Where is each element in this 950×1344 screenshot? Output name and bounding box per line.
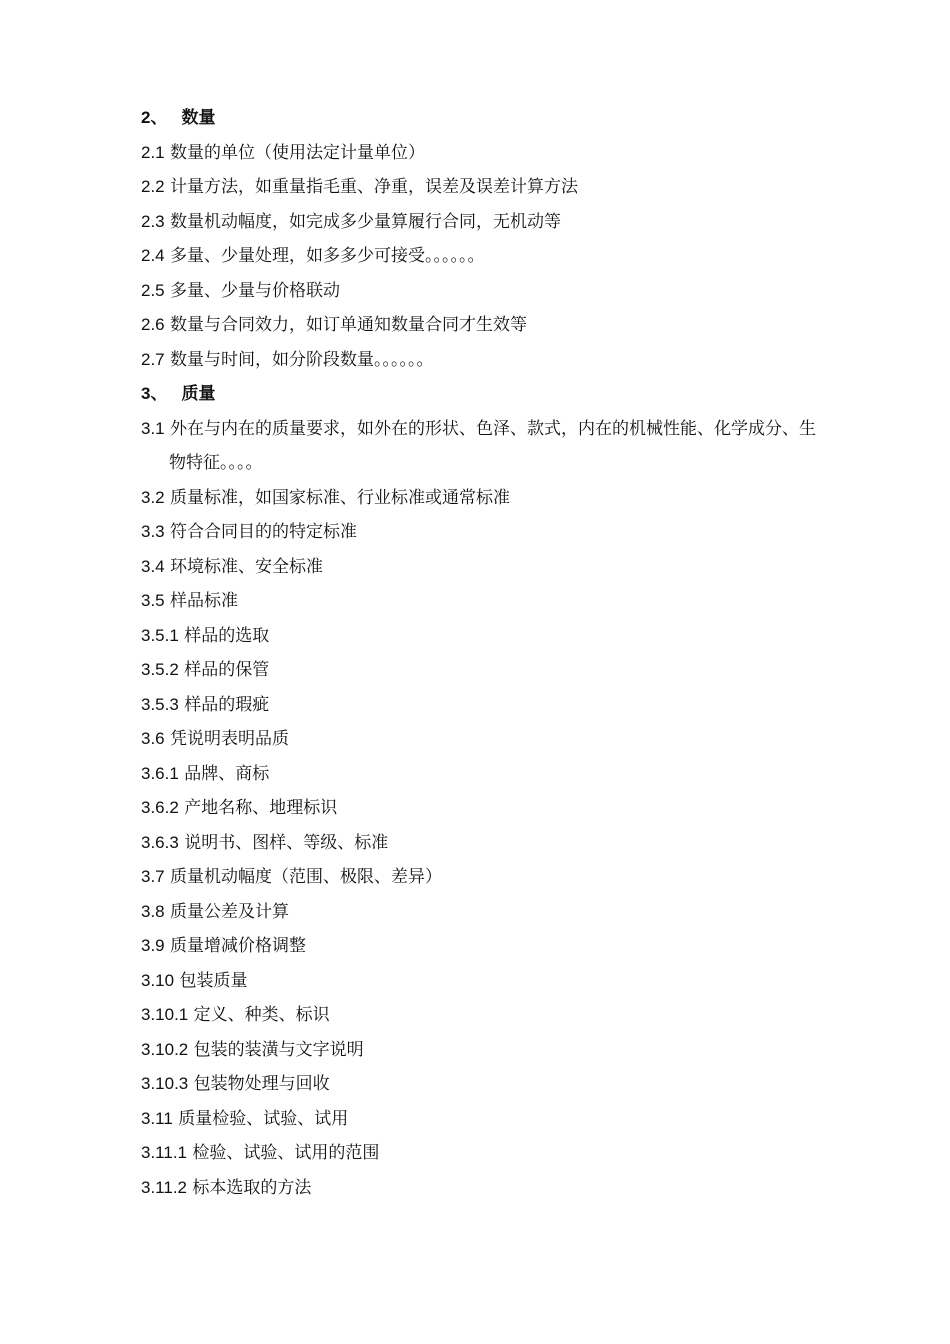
item-text: 数量的单位（使用法定计量单位） <box>170 142 426 163</box>
item-text: 数量与合同效力，如订单通知数量合同才生效等 <box>170 315 528 335</box>
list-item <box>141 170 821 205</box>
item-text: 数量与时间，如分阶段数量。。。。。。 <box>170 349 434 370</box>
item-text: 样品标准 <box>170 591 239 611</box>
item-text: 质量增减价格调整 <box>170 936 307 956</box>
item-number: 2.7 <box>141 349 165 369</box>
list-item <box>141 1171 821 1206</box>
heading-text: 质量 <box>181 384 216 404</box>
list-item <box>141 584 821 619</box>
list-item <box>141 412 821 481</box>
item-number: 3.8 <box>141 901 165 921</box>
item-text: 质量标准，如国家标准、行业标准或通常标准 <box>170 487 511 508</box>
item-number: 3.11.1 <box>141 1143 188 1162</box>
item-number: 3.6.3 <box>141 832 179 852</box>
list-item <box>141 619 821 654</box>
item-number: 3.4 <box>141 556 165 576</box>
item-text: 品牌、商标 <box>184 763 270 784</box>
list-item <box>141 136 821 171</box>
list-item <box>141 1033 821 1068</box>
list-item <box>141 1067 821 1102</box>
item-text: 包装的装潢与文字说明 <box>193 1039 364 1060</box>
item-text: 检验、试验、试用的范围 <box>192 1143 380 1163</box>
list-item <box>141 722 821 757</box>
item-text: 质量机动幅度（范围、极限、差异） <box>170 867 443 887</box>
item-number: 3.11 <box>141 1108 173 1128</box>
item-number: 3.1 <box>141 418 165 438</box>
item-text: 样品的保管 <box>184 660 270 680</box>
list-item <box>141 757 821 792</box>
list-item <box>141 239 821 274</box>
list-item <box>141 481 821 516</box>
item-number: 3.6.1 <box>141 763 179 783</box>
item-text: 样品的瑕疵 <box>184 694 270 715</box>
list-item <box>141 205 821 240</box>
item-number: 3.5.3 <box>141 694 179 714</box>
item-number: 3.6.2 <box>141 798 179 817</box>
item-text: 标本选取的方法 <box>192 1177 312 1198</box>
list-item <box>141 1102 821 1137</box>
item-number: 2.2 <box>141 177 165 196</box>
list-item <box>141 895 821 930</box>
list-item <box>141 826 821 861</box>
item-number: 3.11.2 <box>141 1177 188 1197</box>
section-heading-quality <box>141 377 821 412</box>
item-number: 2.1 <box>141 142 165 162</box>
item-number: 3.6 <box>141 729 165 748</box>
item-number: 3.10.2 <box>141 1039 189 1059</box>
list-item <box>141 964 821 999</box>
list-item <box>141 343 821 378</box>
item-text: 计量方法，如重量指毛重、净重，误差及误差计算方法 <box>170 177 579 197</box>
list-item <box>141 550 821 585</box>
heading-number: 2、 <box>141 108 168 127</box>
list-item <box>141 998 821 1033</box>
list-item <box>141 515 821 550</box>
item-number: 3.10.1 <box>141 1005 189 1024</box>
item-text: 包装质量 <box>179 970 248 991</box>
item-number: 3.3 <box>141 522 165 541</box>
item-number: 2.6 <box>141 315 165 334</box>
item-number: 2.5 <box>141 280 165 300</box>
item-text: 符合合同目的的特定标准 <box>170 522 358 542</box>
list-item <box>141 308 821 343</box>
item-number: 3.5.1 <box>141 625 179 645</box>
item-number: 3.10.3 <box>141 1074 189 1093</box>
item-number: 3.10 <box>141 970 175 990</box>
item-text: 数量机动幅度，如完成多少量算履行合同，无机动等 <box>170 211 562 232</box>
item-text: 多量、少量处理，如多多少可接受。。。。。。 <box>170 246 485 266</box>
item-text: 凭说明表明品质 <box>170 729 290 749</box>
list-item <box>141 688 821 723</box>
item-number: 2.3 <box>141 211 165 231</box>
item-text: 质量检验、试验、试用 <box>178 1108 349 1129</box>
item-text: 定义、种类、标识 <box>193 1005 330 1025</box>
item-number: 3.9 <box>141 936 165 955</box>
list-item <box>141 929 821 964</box>
item-text: 说明书、图样、等级、标准 <box>184 832 389 853</box>
item-text: 样品的选取 <box>184 625 270 646</box>
document-page <box>141 101 821 1205</box>
item-text: 质量公差及计算 <box>170 901 290 922</box>
heading-number: 3、 <box>141 384 168 403</box>
item-text: 多量、少量与价格联动 <box>170 280 341 301</box>
item-text: 环境标准、安全标准 <box>170 556 324 577</box>
list-item <box>141 274 821 309</box>
item-number: 2.4 <box>141 246 165 265</box>
item-number: 3.5 <box>141 591 165 610</box>
heading-text: 数量 <box>181 108 216 128</box>
section-heading-quantity <box>141 101 821 136</box>
item-number: 3.5.2 <box>141 660 179 679</box>
list-item <box>141 653 821 688</box>
item-text: 产地名称、地理标识 <box>184 798 338 818</box>
list-item <box>141 1136 821 1171</box>
item-text: 包装物处理与回收 <box>193 1074 330 1094</box>
item-number: 3.7 <box>141 867 165 886</box>
list-item <box>141 860 821 895</box>
item-number: 3.2 <box>141 487 165 507</box>
item-text: 外在与内在的质量要求，如外在的形状、色泽、款式，内在的机械性能、化学成分、生物特征。。。。 <box>169 418 817 473</box>
list-item <box>141 791 821 826</box>
